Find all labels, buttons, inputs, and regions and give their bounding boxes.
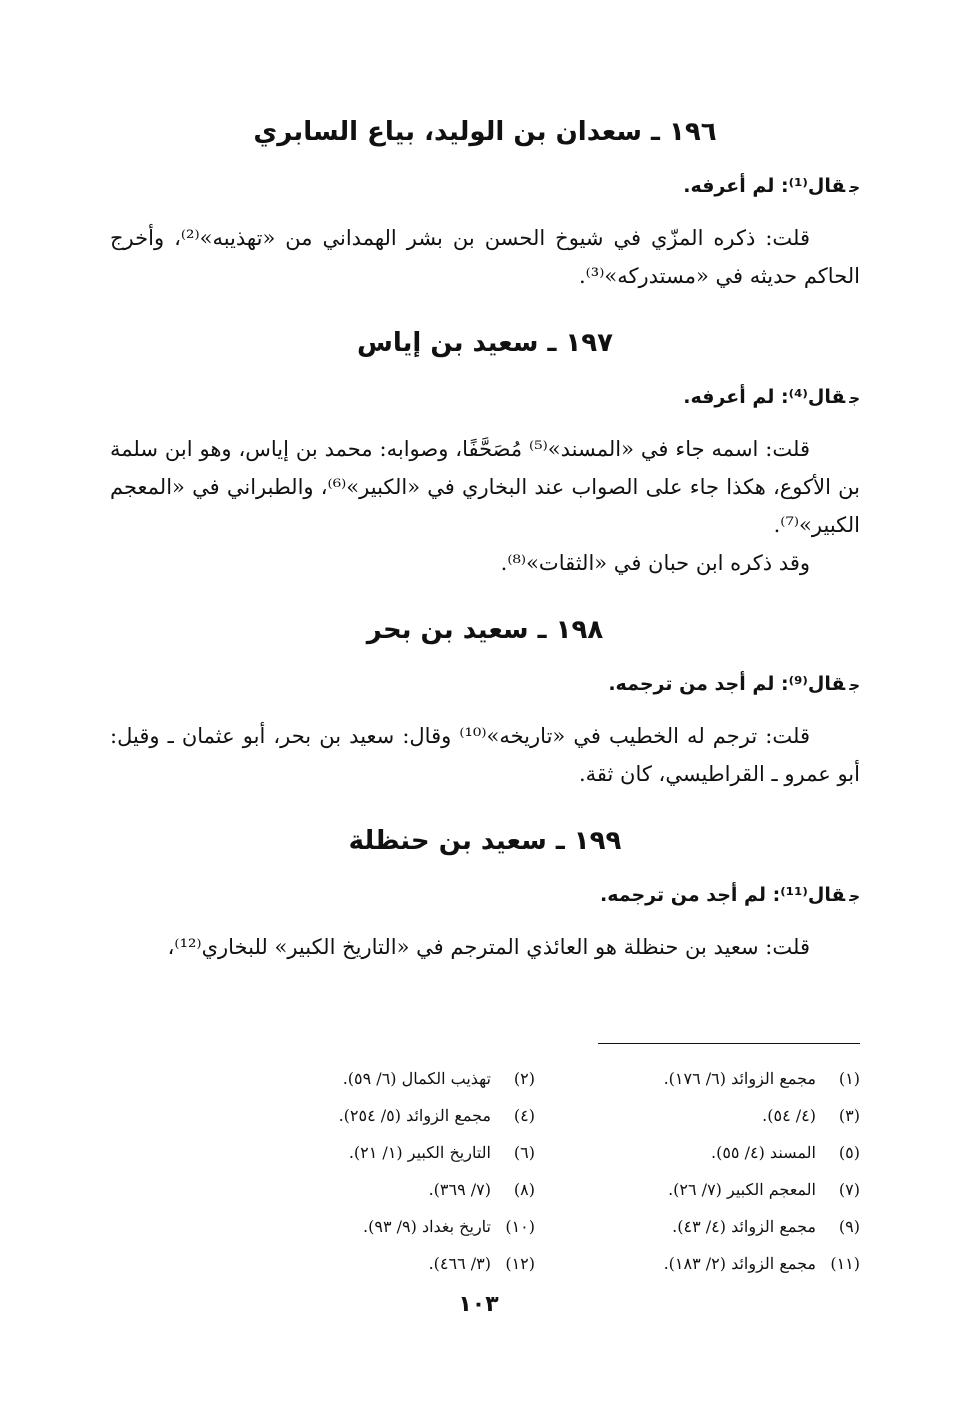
said-line [110, 666, 860, 703]
said-text: قال⁽¹¹⁾: لم أجد من ترجمه. [600, 884, 846, 906]
footnote-text: المعجم الكبير (٧/ ٢٦). [668, 1180, 816, 1199]
footnote [200, 1171, 535, 1208]
footnote [200, 1208, 535, 1245]
footnote-text: مجمع الزوائد (٤/ ٤٣). [672, 1217, 816, 1236]
footnote-number: (٢) [513, 1069, 535, 1088]
entry-title: ١٩٨ ـ سعيد بن بحر [366, 615, 604, 645]
footnote-number: (١١) [830, 1254, 860, 1273]
said-mark: ج [849, 887, 860, 905]
footnote-text: المسند (٤/ ٥٥). [711, 1143, 816, 1162]
footnote [200, 1134, 535, 1171]
said-mark: ج [849, 676, 860, 694]
entry-title: ١٩٩ ـ سعيد بن حنظلة [348, 826, 622, 856]
footnote-number: (٨) [513, 1180, 535, 1199]
said-line [110, 168, 860, 205]
footnote-number: (٧) [838, 1180, 860, 1199]
footnote [200, 1245, 535, 1282]
footnote [535, 1245, 860, 1282]
footnote-number: (١٠) [505, 1217, 535, 1236]
footnote [535, 1208, 860, 1245]
footnote-number: (١٢) [505, 1254, 535, 1273]
entry-title: ١٩٦ ـ سعدان بن الوليد، بياع السابري [253, 117, 717, 147]
paragraph: قلت: سعيد بن حنظلة هو العائذي المترجم في «التاريخ الكبير» للبخاري⁽¹²⁾، [167, 935, 810, 959]
footnote-number: (٥) [838, 1143, 860, 1162]
footnote-text: (٣/ ٤٦٦). [428, 1254, 491, 1273]
footnotes [200, 1060, 860, 1282]
footnote [200, 1097, 535, 1134]
said-mark: ج [849, 389, 860, 407]
footnote [535, 1134, 860, 1171]
entry-title: ١٩٧ ـ سعيد بن إياس [356, 328, 614, 358]
footnote-text: التاريخ الكبير (١/ ٢١). [348, 1143, 491, 1162]
footnote-number: (١) [838, 1069, 860, 1088]
footnote-divider [598, 1043, 860, 1044]
said-text: قال⁽⁹⁾: لم أجد من ترجمه. [608, 673, 846, 695]
footnote-number: (٩) [838, 1217, 860, 1236]
said-mark: ج [849, 178, 860, 196]
footnote [200, 1060, 535, 1097]
footnote [535, 1097, 860, 1134]
said-text: قال⁽¹⁾: لم أعرفه. [683, 175, 846, 197]
footnote [535, 1060, 860, 1097]
footnote-text: تهذيب الكمال (٦/ ٥٩). [342, 1069, 491, 1088]
footnote-text: تاريخ بغداد (٩/ ٩٣). [363, 1217, 491, 1236]
footnote [535, 1171, 860, 1208]
footnote-number: (٤) [513, 1106, 535, 1125]
page-body [110, 110, 860, 966]
footnote-text: (٧/ ٣٦٩). [428, 1180, 491, 1199]
said-line [110, 877, 860, 914]
paragraph: قلت: ترجم له الخطيب في «تاريخه»⁽¹⁰⁾ وقال: سعيد بن بحر، أبو عثمان ـ وقيل: أبو عمرو ـ القراطيسي، كان ثقة. [110, 724, 860, 786]
said-line [110, 379, 860, 416]
footnote-text: (٤/ ٥٤). [762, 1106, 816, 1125]
page-number: ١٠٣ [458, 1292, 499, 1317]
footnote-text: مجمع الزوائد (٢/ ١٨٣). [663, 1254, 816, 1273]
paragraph: وقد ذكره ابن حبان في «الثقات»⁽⁸⁾. [500, 551, 810, 575]
paragraph: قلت: ذكره المزّي في شيوخ الحسن بن بشر الهمداني من «تهذيبه»⁽²⁾، وأخرج الحاكم حديثه في «مستدركه»⁽³⁾. [110, 226, 860, 288]
footnote-text: مجمع الزوائد (٥/ ٢٥٤). [338, 1106, 491, 1125]
footnote-number: (٦) [513, 1143, 535, 1162]
footnote-text: مجمع الزوائد (٦/ ١٧٦). [663, 1069, 816, 1088]
footnote-number: (٣) [838, 1106, 860, 1125]
said-text: قال⁽⁴⁾: لم أعرفه. [683, 386, 846, 408]
paragraph: قلت: اسمه جاء في «المسند»⁽⁵⁾ مُصَحَّفًا، وصوابه: محمد بن إياس، وهو ابن سلمة بن الأكوع، هكذا جاء على الصواب عند البخاري في «الكبير»⁽⁶⁾، والطبراني في «المعجم الكبير»⁽⁷⁾. [110, 437, 860, 537]
